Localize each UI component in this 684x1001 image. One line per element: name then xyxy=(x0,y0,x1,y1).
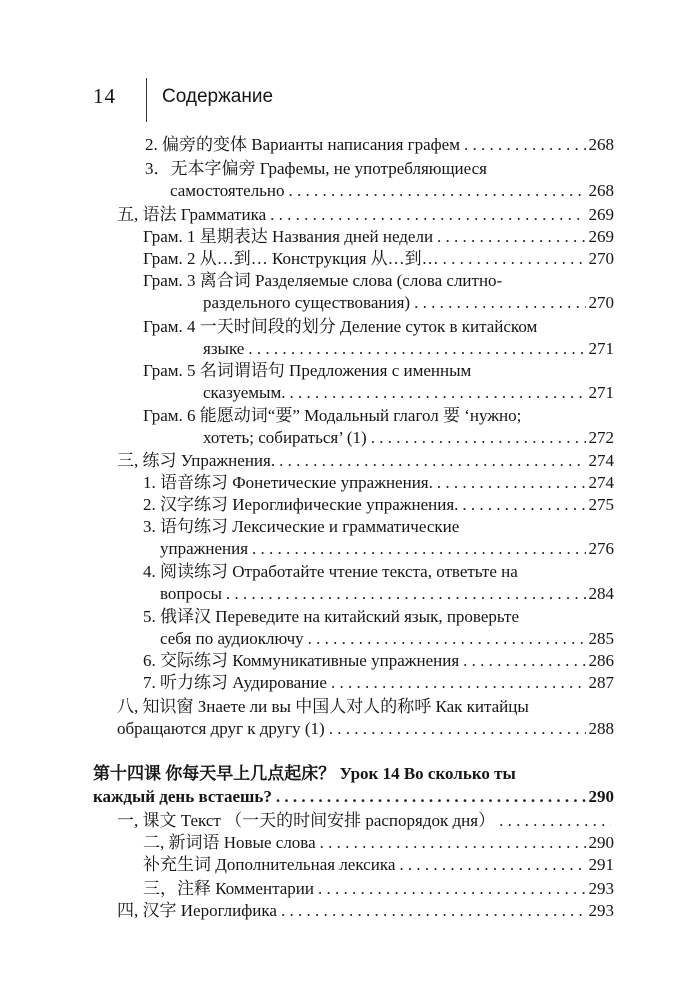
toc-entry-text: 7. 听力练习 Аудирование xyxy=(143,673,327,692)
page-number: 14 xyxy=(93,84,116,108)
toc-entry-text: Грам. 4 一天时间段的划分 Деление суток в китайском xyxy=(143,317,538,336)
toc-entry-text: 八, 知识窗 Знаете ли вы 中国人对人的称呼 Как китайцы xyxy=(117,697,529,716)
dot-leader xyxy=(279,450,585,472)
toc-entry-text: 3. 语句练习 Лексические и грамматические xyxy=(143,517,460,536)
toc-entry xyxy=(143,270,614,292)
toc-entry-text: 2. 偏旁的变体 Варианты написания графем xyxy=(145,135,460,154)
toc-entry-page: 287 xyxy=(588,673,614,692)
dot-leader xyxy=(318,878,586,900)
toc-entry-text: 三，注释 Комментарии xyxy=(143,879,314,898)
toc-entry-text: вопросы xyxy=(160,584,222,603)
toc-entry-continuation xyxy=(160,628,614,650)
toc-entry-text: 1. 语音练习 Фонетические упражнения. xyxy=(143,473,433,492)
toc-entry-text: хотеть; собираться’ (1) xyxy=(203,428,367,447)
toc-entry-text: упражнения xyxy=(160,539,249,558)
toc-section xyxy=(117,450,614,472)
toc-entry-text: 二, 新词语 Новые слова xyxy=(143,833,316,852)
toc-entry-text: 三, 练习 Упражнения. xyxy=(117,451,276,470)
toc-entry-text: себя по аудиоключу xyxy=(160,629,304,648)
toc-entry-text: 一, 课文 Текст （一天的时间安排 распорядок дня） xyxy=(117,811,496,830)
toc-entry xyxy=(143,878,614,900)
dot-leader xyxy=(399,854,585,876)
toc-entry-page: 290 xyxy=(588,833,614,852)
toc-section xyxy=(117,204,614,226)
toc-entry-continuation xyxy=(117,718,614,740)
toc-entry-text: 补充生词 Дополнительная лексика xyxy=(143,855,396,874)
toc-entry-continuation xyxy=(203,382,614,404)
toc-entry-continuation xyxy=(160,583,614,605)
toc-entry-text: 4. 阅读练习 Отработайте чтение текста, ответьте на xyxy=(143,562,518,581)
toc-entry-continuation xyxy=(203,292,614,314)
header-divider xyxy=(146,78,147,122)
toc-entry xyxy=(143,226,614,248)
dot-leader xyxy=(437,226,585,248)
toc-entry-page: 293 xyxy=(588,901,614,920)
toc-entry-text: 5. 俄译汉 Переведите на китайский язык, проверьте xyxy=(143,607,519,626)
toc-entry-page: 271 xyxy=(588,339,614,358)
dot-leader xyxy=(276,786,586,808)
toc-entry-page: 288 xyxy=(588,719,614,738)
toc-entry-page: 274 xyxy=(588,473,614,492)
dot-leader xyxy=(252,538,585,560)
toc-entry-page: 290 xyxy=(588,787,614,806)
dot-leader xyxy=(270,204,585,226)
toc-entry xyxy=(143,561,614,583)
toc-lesson-heading-continuation xyxy=(93,786,614,808)
toc-entry-text: 四, 汉字 Иероглифика xyxy=(117,901,277,920)
toc-entry xyxy=(143,472,614,494)
toc-entry-text: сказуемым. xyxy=(203,383,286,402)
toc-entry xyxy=(143,650,614,672)
toc-entry-continuation xyxy=(203,427,614,449)
dot-leader xyxy=(464,134,586,156)
toc-entry-text: 2. 汉字练习 Иероглифические упражнения. xyxy=(143,495,459,514)
toc-entry xyxy=(143,516,614,538)
dot-leader xyxy=(226,583,586,605)
toc-entry-text: каждый день встаешь? xyxy=(93,787,272,806)
toc-entry-text: Грам. 3 离合词 Разделяемые слова (слова слитно- xyxy=(143,271,503,290)
dot-leader xyxy=(499,810,611,832)
toc-entry-page: 291 xyxy=(588,855,614,874)
toc-entry-text: Грам. 6 能愿动词“要” Модальный глагол 要 ‘нужно; xyxy=(143,406,522,425)
toc-entry-text: Грам. 2 从…到… Конструкция 从…到… xyxy=(143,249,439,268)
running-title: Содержание xyxy=(162,86,274,107)
toc-entry-text: самостоятельно xyxy=(170,181,285,200)
toc-entry xyxy=(143,248,614,270)
toc-entry-page: 284 xyxy=(588,584,614,603)
toc-entry xyxy=(145,134,614,156)
toc-entry-page: 286 xyxy=(588,651,614,670)
dot-leader xyxy=(414,292,585,314)
toc-entry-text: 3．无本字偏旁 Графемы, не употребляющиеся xyxy=(145,159,487,178)
toc-entry-text: 第十四课 你每天早上几点起床？ Урок 14 Во сколько ты xyxy=(93,764,516,783)
dot-leader xyxy=(462,494,585,516)
toc-entry-page: 269 xyxy=(588,205,614,224)
toc-entry-page: 269 xyxy=(588,227,614,246)
toc-entry-page: 268 xyxy=(588,135,614,154)
toc-section xyxy=(117,696,614,718)
toc-entry-page: 293 xyxy=(588,879,614,898)
toc-entry-page: 274 xyxy=(588,451,614,470)
dot-leader xyxy=(331,672,586,694)
dot-leader xyxy=(463,650,585,672)
toc-entry-text: 五, 语法 Грамматика xyxy=(117,205,267,224)
toc-entry-continuation xyxy=(170,180,614,202)
toc-entry-text: Грам. 1 星期表达 Названия дней недели xyxy=(143,227,434,246)
toc-entry xyxy=(143,672,614,694)
dot-leader xyxy=(289,180,586,202)
toc-entry xyxy=(143,405,614,427)
toc-entry-page: 272 xyxy=(588,428,614,447)
toc-entry xyxy=(143,606,614,628)
dot-leader xyxy=(320,832,586,854)
dot-leader xyxy=(308,628,586,650)
toc-entry-page: 271 xyxy=(588,383,614,402)
dot-leader xyxy=(329,718,586,740)
dot-leader xyxy=(248,338,585,360)
toc-section xyxy=(117,900,614,922)
toc-entry xyxy=(143,316,614,338)
toc-entry-continuation xyxy=(160,538,614,560)
dot-leader xyxy=(443,248,586,270)
toc-section xyxy=(117,810,614,832)
toc-entry-text: раздельного существования) xyxy=(203,293,411,312)
toc-entry xyxy=(145,158,614,180)
dot-leader xyxy=(371,427,586,449)
toc-entry-page: 275 xyxy=(588,495,614,514)
toc-entry-page: 276 xyxy=(588,539,614,558)
toc-entry-text: языке xyxy=(203,339,245,358)
dot-leader xyxy=(289,382,585,404)
toc-entry-text: обращаются друг к другу (1) xyxy=(117,719,325,738)
toc-lesson-heading xyxy=(93,763,614,785)
page-header xyxy=(0,78,684,122)
dot-leader xyxy=(437,472,586,494)
toc-entry-continuation xyxy=(203,338,614,360)
toc-entry-text: 6. 交际练习 Коммуникативные упражнения xyxy=(143,651,460,670)
toc-entry-text: Грам. 5 名词谓语句 Предложения с именным xyxy=(143,361,472,380)
toc-entry-page: 285 xyxy=(588,629,614,648)
toc-entry xyxy=(143,832,614,854)
toc-entry xyxy=(143,854,614,876)
toc-entry xyxy=(143,494,614,516)
toc-entry-page: 268 xyxy=(588,181,614,200)
dot-leader xyxy=(281,900,586,922)
toc-entry-page: 270 xyxy=(588,249,614,268)
toc-entry xyxy=(143,360,614,382)
toc-entry-page: 270 xyxy=(588,293,614,312)
